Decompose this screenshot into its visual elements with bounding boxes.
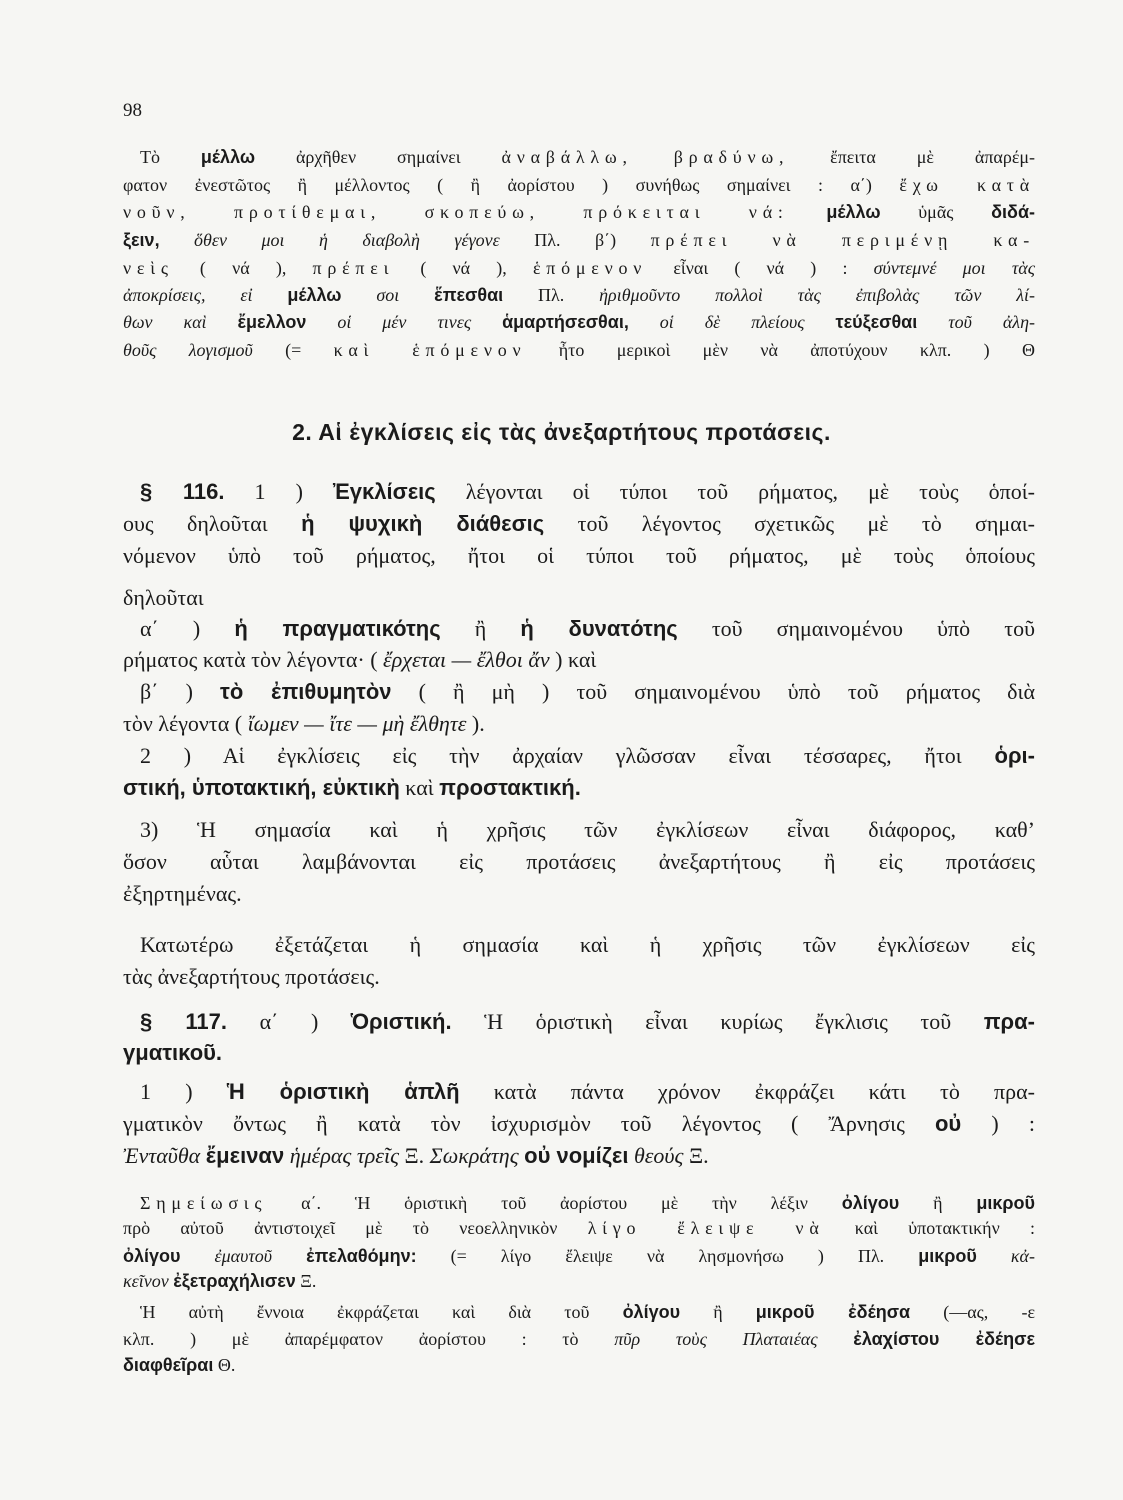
text-line: [123, 541, 1035, 571]
italic-text: τοῦ ἀλη-: [917, 312, 1035, 332]
bold-text: μέλλω: [826, 202, 881, 222]
text-run: (= λίγο ἔλειψε νὰ λησμονήσω ) Πλ.: [416, 1246, 919, 1266]
text-run: ους δηλοῦται: [123, 511, 302, 536]
text-run: γματικὸν ὄντως ἢ κατὰ τὸν ἰσχυρισμὸν τοῦ λέγοντος ( Ἄρνησις: [123, 1111, 935, 1136]
text-line: [123, 709, 1035, 739]
italic-text: ὅθεν μοι ἡ διαβολὴ γέγονε: [159, 230, 500, 250]
text-run: Ξ.: [399, 1143, 430, 1168]
text-run: ὅσον αὗται λαμβάνονται εἰς προτάσεις ἀνεξαρτήτους ἢ εἰς προτάσεις: [123, 849, 1035, 874]
bold-text: ἔμειναν: [205, 1143, 285, 1168]
bold-text: Ἐγκλίσεις: [332, 479, 436, 504]
italic-text: σοι: [341, 285, 435, 305]
bold-text: ἁμαρτήσεσθαι,: [502, 312, 629, 332]
text-line: [123, 227, 1035, 253]
text-run: Τὸ: [140, 147, 201, 167]
text-line: [123, 1109, 1035, 1139]
italic-text: ἡμέρας τρεῖς: [284, 1143, 399, 1168]
text-run: Ἡ αὐτὴ ἔννοια ἐκφράζεται καὶ διὰ τοῦ: [140, 1302, 623, 1322]
section-heading: 2. Αἱ ἐγκλίσεις εἰς τὰς ἀνεξαρτήτους προτάσεις.: [292, 419, 831, 445]
bold-text: διαφθεῖραι: [123, 1355, 214, 1375]
bold-text: ἡ πραγματικότης: [234, 616, 441, 641]
text-line: [140, 930, 1035, 960]
text-run: Πλ.: [503, 285, 600, 305]
text-run: 2 ) Αἱ ἐγκλίσεις εἰς τὴν ἀρχαίαν γλῶσσαν εἶναι τέσσαρες, ἤτοι: [140, 743, 995, 768]
bold-text: ξειν,: [123, 230, 160, 250]
text-run: ) :: [961, 1111, 1035, 1136]
bold-text: ἡ δυνατότης: [520, 616, 678, 641]
text-run: τοῦ λέγοντος σχετικῶς μὲ τὸ σημαι-: [544, 511, 1035, 536]
bold-text: μικροῦ ἐδέησα: [755, 1302, 911, 1322]
italic-text: ἔρχεται — ἔλθοι ἄν: [383, 647, 550, 672]
italic-text: πῦρ τοὺς Πλαταιέας: [614, 1329, 854, 1349]
text-line: [140, 677, 1035, 707]
bold-text: μέλλω: [200, 147, 256, 167]
italic-text: Ἐνταῦθα: [123, 1143, 206, 1168]
bold-text: γματικοῦ.: [123, 1040, 223, 1065]
text-run: τὸν λέγοντα (: [123, 711, 248, 736]
bold-text: τὸ ἐπιθυμητὸν: [220, 679, 392, 704]
bold-text: πρα-: [983, 1009, 1036, 1034]
text-run: Ξ.: [295, 1271, 317, 1291]
italic-text: σύντεμνέ μοι τὰς: [873, 258, 1036, 278]
bold-text: ἐξετραχήλισεν: [173, 1271, 296, 1291]
text-line: [140, 1299, 1035, 1325]
text-line: [123, 1326, 1035, 1352]
bold-text: διδά-: [991, 202, 1036, 222]
spaced-text: πρέπει: [312, 258, 395, 278]
text-line: [140, 477, 1035, 507]
text-run: ρήματος κατὰ τὸν λέγοντα· (: [123, 647, 384, 672]
text-line: [123, 309, 1035, 335]
text-run: α΄ ): [227, 1009, 351, 1034]
text-line: [123, 879, 1035, 909]
text-run: ὑμᾶς: [880, 202, 992, 222]
spaced-text: ἀναβάλλω,: [501, 147, 633, 167]
text-run: 1 ): [224, 479, 333, 504]
italic-text: κεῖνον: [123, 1271, 174, 1291]
text-line: [123, 773, 1035, 803]
text-run: ).: [466, 711, 485, 736]
spaced-text: ἑπόμενον: [532, 258, 648, 278]
text-line: [123, 1141, 1035, 1171]
text-run: ἢ: [680, 1302, 756, 1322]
text-line: [123, 255, 1035, 281]
spaced-text: καὶ ἑπόμενον: [333, 340, 527, 360]
bold-text: § 117.: [140, 1009, 228, 1034]
spaced-text: πρέπει νὰ περιμένῃ κα-: [650, 230, 1035, 250]
text-run: ( ἢ μὴ ) τοῦ σημαινομένου ὑπὸ τοῦ ρήματος διὰ: [391, 679, 1035, 704]
text-run: ἢ: [899, 1193, 977, 1213]
text-line: [140, 614, 1035, 644]
text-run: (—ας, -ε: [910, 1302, 1035, 1322]
bold-text: ἡ ψυχικὴ διάθεσις: [301, 511, 545, 536]
text-run: 3) Ἡ σημασία καὶ ἡ χρῆσις τῶν ἐγκλίσεων εἶναι διάφορος, καθ’: [140, 817, 1035, 842]
text-run: τὰς ἀνεξαρτήτους προτάσεις.: [123, 964, 380, 989]
text-line: [123, 847, 1035, 877]
italic-text: θων καὶ: [123, 312, 238, 332]
italic-text: οἱ δὲ πλείους: [628, 312, 836, 332]
text-line: [123, 1243, 1035, 1269]
spaced-text: νεὶς: [123, 258, 174, 278]
text-line: [123, 962, 1035, 992]
text-run: πρὸ αὐτοῦ ἀντιστοιχεῖ μὲ τὸ νεοελληνικὸν: [123, 1218, 588, 1238]
text-run: ) καὶ: [549, 647, 597, 672]
bold-text: οὐ: [934, 1111, 962, 1136]
text-run: β΄ ): [140, 679, 221, 704]
text-line: [123, 199, 1035, 225]
bold-text: στική, ὑποτακτική, εὐκτικὴ: [123, 775, 400, 800]
spaced-text: ἔχω κατὰ: [899, 175, 1035, 195]
text-run: νόμενον ὑπὸ τοῦ ρήματος, ἤτοι οἱ τύποι τοῦ ρήματος, μὲ τοὺς ὁποίους: [123, 543, 1035, 568]
italic-text: ἀποκρίσεις, εἰ: [123, 285, 288, 305]
text-run: (=: [252, 340, 334, 360]
bold-text: ἔμελλον: [237, 312, 307, 332]
text-line: [123, 1352, 1035, 1378]
text-run: [633, 147, 674, 167]
text-line: [123, 1215, 1035, 1241]
bold-text: ὀλίγου: [622, 1302, 681, 1322]
bold-text: ὀλίγου: [123, 1246, 181, 1266]
text-run: Πλ. β΄): [499, 230, 651, 250]
text-run: κατὰ πάντα χρόνον ἐκφράζει κάτι τὸ πρα-: [459, 1079, 1035, 1104]
italic-text: ἠριθμοῦντο πολλοὶ τὰς ἐπιβολὰς τῶν λί-: [599, 285, 1035, 305]
italic-text: Σωκράτης: [429, 1143, 525, 1168]
bold-text: ὁρι-: [994, 743, 1035, 768]
spaced-text: βραδύνω,: [673, 147, 790, 167]
text-line: [140, 815, 1035, 845]
bold-text: μέλλω: [287, 285, 342, 305]
italic-text: ἴωμεν — ἴτε — μὴ ἔλθητε: [247, 711, 467, 736]
text-line: [123, 282, 1035, 308]
text-run: φατον ἐνεστῶτος ἢ μέλλοντος ( ἢ ἀορίστου ) συνήθως σημαίνει : α΄): [123, 175, 900, 195]
text-run: Θ.: [213, 1355, 236, 1375]
text-line: [140, 1077, 1035, 1107]
bold-text: § 116.: [140, 479, 225, 504]
italic-text: θοῦς λογισμοῦ: [123, 340, 253, 360]
italic-text: οἱ μέν τινες: [306, 312, 503, 332]
text-run: κλπ. ) μὲ ἀπαρέμφατον ἀορίστου : τὸ: [123, 1329, 615, 1349]
text-run: καὶ: [399, 775, 440, 800]
text-run: ἢ: [440, 616, 521, 641]
text-run: ἐξηρτημένας.: [123, 881, 242, 906]
italic-text: θεούς: [628, 1143, 684, 1168]
text-run: [789, 202, 827, 222]
text-run: Ξ.: [683, 1143, 709, 1168]
spaced-text: νοῦν, προτίθεμαι, σκοπεύω, πρόκειται νά:: [123, 202, 789, 222]
bold-text: μικροῦ: [976, 1193, 1035, 1213]
text-line: [140, 144, 1035, 170]
text-line: [140, 1007, 1035, 1037]
text-run: ἦτο μερικοὶ μὲν νὰ ἀποτύχουν κλπ. ) Θ: [526, 340, 1035, 360]
text-run: δηλοῦται: [123, 585, 204, 610]
text-line: [123, 645, 1035, 675]
bold-text: τεύξεσθαι: [835, 312, 918, 332]
text-run: τοῦ σημαινομένου ὑπὸ τοῦ: [677, 616, 1035, 641]
bold-text: προστακτική.: [439, 775, 581, 800]
bold-text: οὐ νομίζει: [524, 1143, 629, 1168]
text-run: ἔπειτα μὲ ἀπαρέμ-: [789, 147, 1036, 167]
text-line: [140, 1190, 1035, 1216]
text-run: καὶ ὑποτακτικήν :: [824, 1218, 1035, 1238]
spaced-text: Σημείωσις: [140, 1193, 268, 1213]
text-line: [123, 337, 1035, 363]
bold-text: ἕπεσθαι: [434, 285, 504, 305]
bold-text: μικροῦ: [918, 1246, 977, 1266]
text-line: [123, 1038, 1035, 1068]
text-run: Κατωτέρω ἐξετάζεται ἡ σημασία καὶ ἡ χρῆσις τῶν ἐγκλίσεων εἰς: [140, 932, 1035, 957]
bold-text: ἐλαχίστου ἐδέησε: [853, 1329, 1036, 1349]
spaced-text: λίγο ἔλειψε νὰ: [587, 1218, 825, 1238]
text-run: εἶναι ( νά ) :: [647, 258, 874, 278]
bold-text: ἐπελαθόμην:: [306, 1246, 417, 1266]
text-run: ἀρχῆθεν σημαίνει: [255, 147, 502, 167]
text-run: 1 ): [140, 1079, 227, 1104]
italic-text: ἐμαυτοῦ: [180, 1246, 307, 1266]
bold-text: Ἡ ὁριστικὴ ἁπλῆ: [226, 1079, 460, 1104]
text-run: ( νά ),: [173, 258, 313, 278]
text-run: α΄. Ἡ ὁριστικὴ τοῦ ἀορίστου μὲ τὴν λέξιν: [267, 1193, 842, 1213]
bold-text: Ὁριστική.: [350, 1009, 452, 1034]
text-run: λέγονται οἱ τύποι τοῦ ρήματος, μὲ τοὺς ὁποί-: [435, 479, 1036, 504]
text-line: [123, 1268, 1035, 1294]
text-line: [140, 741, 1035, 771]
text-line: [123, 583, 1035, 613]
text-run: α΄ ): [140, 616, 235, 641]
bold-text: ὀλίγου: [841, 1193, 900, 1213]
italic-text: κἀ-: [976, 1246, 1035, 1266]
text-line: [123, 509, 1035, 539]
page-number: 98: [123, 100, 142, 121]
text-line: [123, 172, 1035, 198]
text-run: Ἡ ὁριστικὴ εἶναι κυρίως ἔγκλισις τοῦ: [451, 1009, 984, 1034]
text-run: ( νά ),: [394, 258, 533, 278]
